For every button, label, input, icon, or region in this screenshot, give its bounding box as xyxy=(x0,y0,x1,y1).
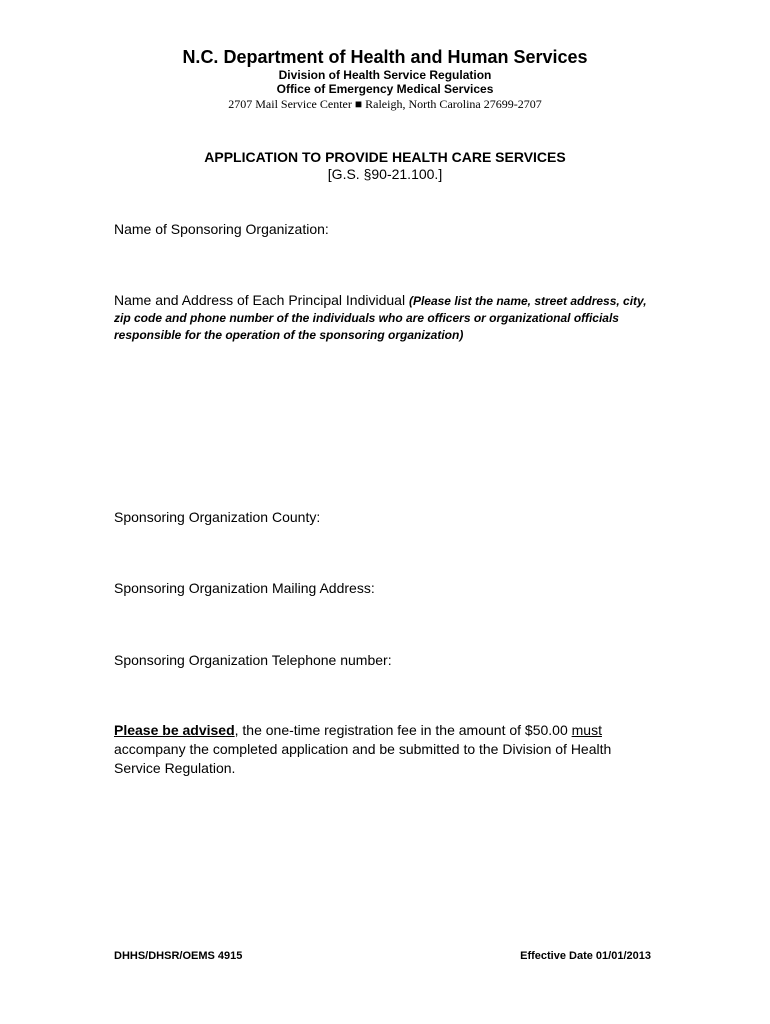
sponsoring-org-name-label: Name of Sponsoring Organization: xyxy=(114,221,329,237)
notice-emphasis: must xyxy=(571,722,602,738)
effective-date: Effective Date 01/01/2013 xyxy=(520,950,651,962)
fee-notice xyxy=(114,721,659,778)
notice-text-after: accompany the completed application and be submitted to the Division of Health Service Regulation. xyxy=(114,741,612,776)
document-footer xyxy=(114,949,651,963)
notice-lead: Please be advised xyxy=(114,722,235,738)
document-header xyxy=(0,46,770,112)
county-label: Sponsoring Organization County: xyxy=(114,509,321,525)
application-heading xyxy=(0,149,770,183)
notice-text-before: , the one-time registration fee in the amount of $50.00 xyxy=(234,722,572,738)
principal-individuals-label: Name and Address of Each Principal Individual xyxy=(114,292,406,308)
principal-instructions: (Please list the name, street address, city, zip code and phone number of the individuals who are officers or organizational officials responsible for the operation of the sponsoring organization) xyxy=(114,294,647,342)
office-address: 2707 Mail Service Center ■ Raleigh, North Carolina 27699-2707 xyxy=(228,97,542,111)
office-name: Office of Emergency Medical Services xyxy=(276,82,494,96)
mailing-address-label: Sponsoring Organization Mailing Address: xyxy=(114,580,375,596)
statute-reference: [G.S. §90-21.100.] xyxy=(327,166,443,182)
telephone-label: Sponsoring Organization Telephone number: xyxy=(114,652,392,668)
application-title: APPLICATION TO PROVIDE HEALTH CARE SERVICES xyxy=(204,149,566,165)
division-name: Division of Health Service Regulation xyxy=(278,68,492,82)
form-number: DHHS/DHSR/OEMS 4915 xyxy=(114,950,243,962)
principal-individuals-section xyxy=(114,292,659,343)
department-title: N.C. Department of Health and Human Services xyxy=(182,47,588,67)
